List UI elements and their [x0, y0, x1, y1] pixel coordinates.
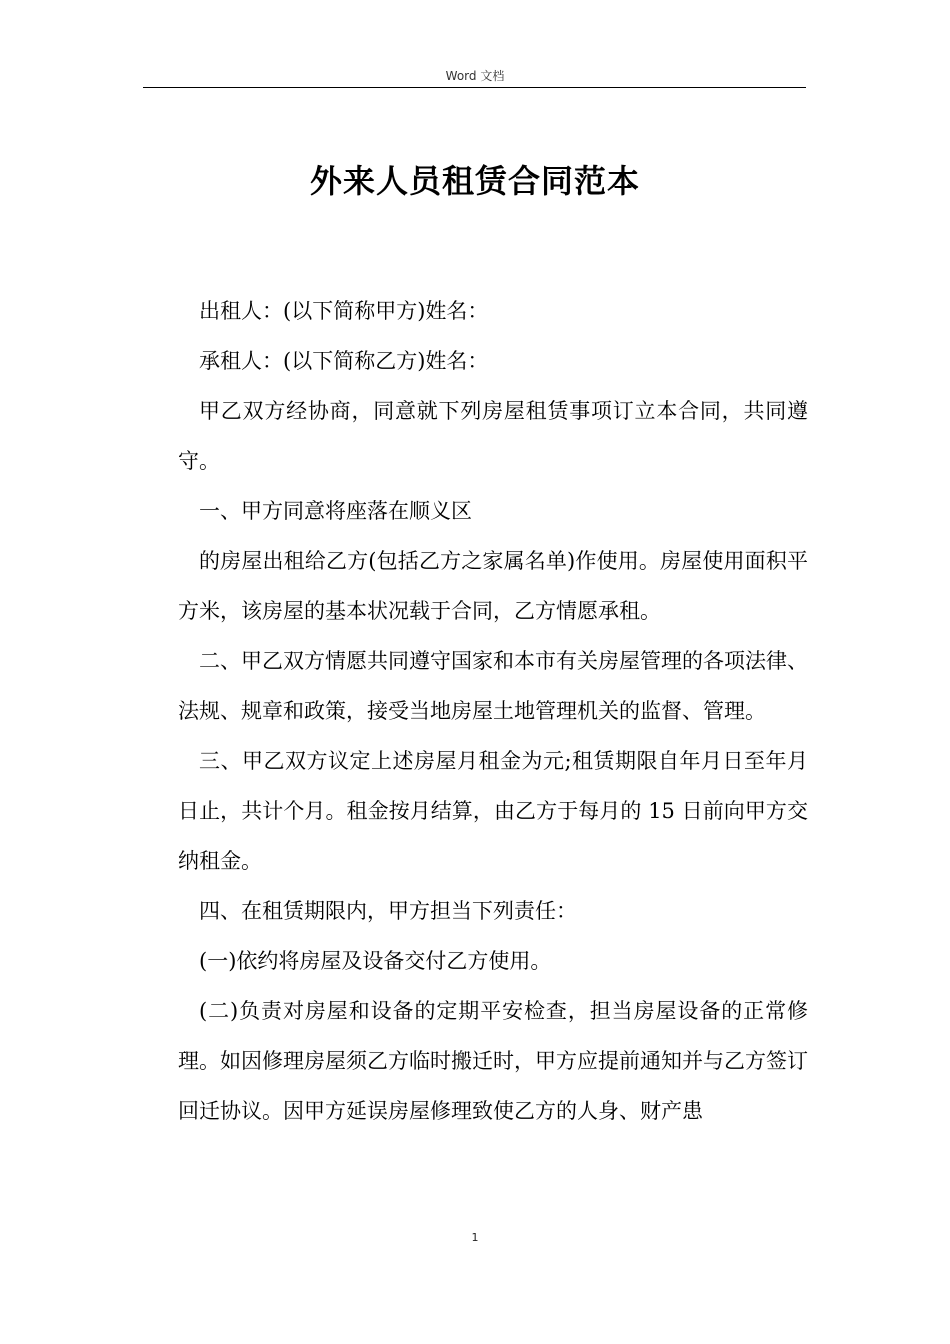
- header-label: Word 文档: [445, 69, 505, 83]
- paragraph-clause-4-item-1: (一)依约将房屋及设备交付乙方使用。: [199, 949, 552, 973]
- header-divider: [143, 87, 806, 88]
- document-body: [178, 286, 808, 1136]
- paragraph-preamble: 甲乙双方经协商，同意就下列房屋租赁事项订立本合同，共同遵守。: [178, 399, 808, 473]
- paragraph-lessor: 出租人：(以下简称甲方)姓名：: [199, 299, 489, 323]
- paragraph-clause-4: 四、在租赁期限内，甲方担当下列责任：: [199, 899, 577, 923]
- paragraph-clause-3: 三、甲乙双方议定上述房屋月租金为元;租赁期限自年月日至年月日止，共计个月。租金按月结算，由乙方于每月的 15 日前向甲方交纳租金。: [178, 749, 808, 873]
- paragraph-clause-1: 一、甲方同意将座落在顺义区: [199, 499, 472, 523]
- document-title: 外来人员租赁合同范本: [309, 162, 640, 200]
- paragraph-clause-4-item-2: (二)负责对房屋和设备的定期平安检查，担当房屋设备的正常修理。如因修理房屋须乙方临时搬迁时，甲方应提前通知并与乙方签订回迁协议。因甲方延误房屋修理致使乙方的人身、财产患: [178, 999, 808, 1123]
- paragraph-lessee: 承租人：(以下简称乙方)姓名：: [199, 349, 489, 373]
- page-number: 1: [471, 1231, 479, 1244]
- paragraph-clause-1-detail: 的房屋出租给乙方(包括乙方之家属名单)作使用。房屋使用面积平方米，该房屋的基本状况载于合同，乙方情愿承租。: [178, 549, 808, 623]
- paragraph-clause-2: 二、甲乙双方情愿共同遵守国家和本市有关房屋管理的各项法律、法规、规章和政策，接受当地房屋土地管理机关的监督、管理。: [178, 649, 808, 723]
